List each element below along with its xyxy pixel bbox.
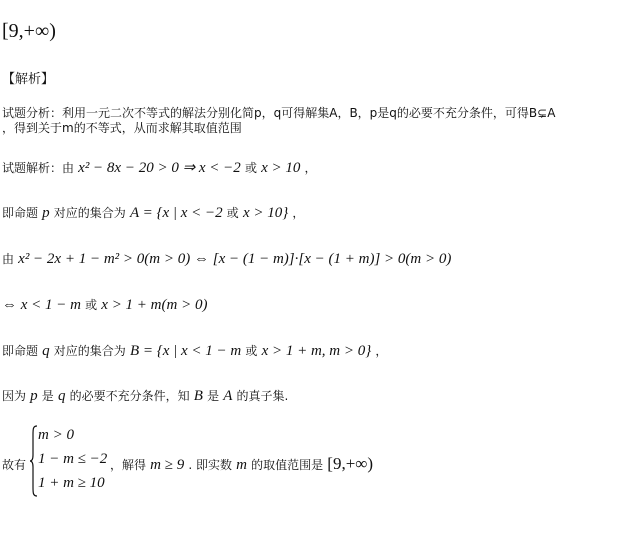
l5-mid: 对应的集合为 xyxy=(53,344,126,358)
l6-c: 是 xyxy=(207,389,220,403)
l2-math2: x > 10} xyxy=(242,205,289,221)
l1-math: x² − 8x − 20 > 0 ⇒ x < −2 xyxy=(78,160,241,176)
l6-b: 的必要不充分条件，知 xyxy=(69,389,190,403)
l7-math: m ≥ 9 xyxy=(150,457,185,473)
solution-line-6 xyxy=(2,387,288,405)
l1-or: 或 xyxy=(244,161,257,175)
section-heading xyxy=(2,68,54,87)
l2-var: p xyxy=(42,205,50,221)
l5-var: q xyxy=(42,343,50,359)
analysis-text-2: ，得到关于m的不等式，从而求解其取值范围 xyxy=(2,121,242,135)
l2-prefix: 即命题 xyxy=(2,206,39,220)
l6-d: 的真子集. xyxy=(236,389,289,403)
l5-end: ， xyxy=(375,344,388,358)
analysis-text-1: 试题分析：利用一元二次不等式的解法分别化简p，q可得解集A，B，p是q的必要不充分条件，可得B⊊A xyxy=(2,106,556,120)
l6-B: B xyxy=(193,388,203,404)
l7-var: m xyxy=(236,457,247,473)
l1-prefix: 试题解析：由 xyxy=(2,161,75,175)
solution-line-1 xyxy=(2,158,317,177)
case-system xyxy=(30,425,120,497)
l5-math2: x > 1 + m, m > 0} xyxy=(261,343,372,359)
l5-math: B = {x | x < 1 − m xyxy=(129,343,242,359)
case-3: 1 + m ≥ 10 xyxy=(38,475,105,491)
l3-prefix: 由 xyxy=(2,252,15,266)
solution-line-7 xyxy=(110,454,373,474)
solution-line-4 xyxy=(2,296,207,314)
l6-a: 是 xyxy=(41,389,54,403)
solution-line-7-prefix xyxy=(2,456,26,473)
l6-q: q xyxy=(57,388,66,404)
l1-end: ， xyxy=(304,161,317,175)
solution-line-2 xyxy=(2,204,304,222)
l5-prefix: 即命题 xyxy=(2,344,39,358)
l2-mid: 对应的集合为 xyxy=(53,206,126,220)
analysis-line-2 xyxy=(2,119,242,136)
l7-prefix: 故有 xyxy=(2,458,27,472)
l7-end: 的取值范围是 xyxy=(251,458,324,472)
solution-line-5 xyxy=(2,342,387,360)
l2-or: 或 xyxy=(226,206,239,220)
l4-or: 或 xyxy=(85,298,98,312)
l6-A: A xyxy=(223,388,233,404)
l4-math2: x > 1 + m(m > 0) xyxy=(101,297,208,313)
l6-prefix: 因为 xyxy=(2,389,27,403)
l3-math: x² − 2x + 1 − m² > 0(m > 0) ⇔ [x − (1 − m)]·[x − (1 + m)] > 0(m > 0) xyxy=(18,251,452,267)
l7-mid2: . 即实数 xyxy=(188,458,233,472)
l7-mid: ，解得 xyxy=(110,458,147,472)
l7-answer: [9,+∞) xyxy=(327,454,374,473)
answer-line xyxy=(2,20,56,43)
l2-end: ， xyxy=(292,206,305,220)
answer-text: [9,+∞) xyxy=(2,20,56,42)
l4-math: ⇔ x < 1 − m xyxy=(2,297,81,313)
case-2: 1 − m ≤ −2 xyxy=(38,451,108,467)
l1-math2: x > 10 xyxy=(261,160,301,176)
l6-p: p xyxy=(30,388,38,404)
l5-or: 或 xyxy=(245,344,258,358)
solution-line-3 xyxy=(2,250,451,268)
case-1: m > 0 xyxy=(38,427,74,443)
l2-math: A = {x | x < −2 xyxy=(129,205,223,221)
left-brace-icon xyxy=(30,425,38,497)
heading-text: 【解析】 xyxy=(2,72,55,87)
